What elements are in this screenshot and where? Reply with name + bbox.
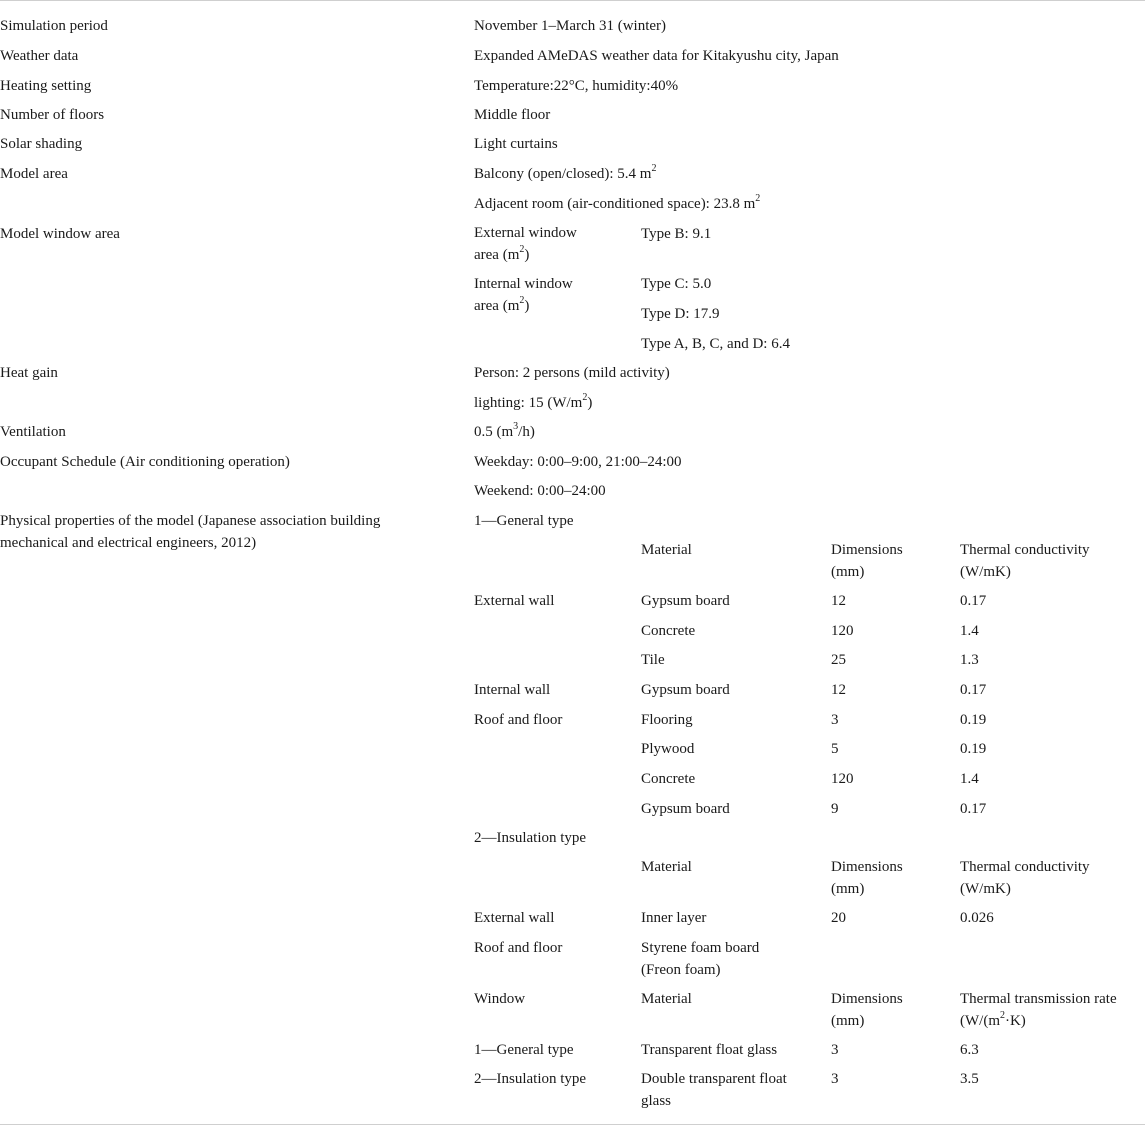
occupant-schedule-weekend: Weekend: 0:00–24:00 xyxy=(474,483,606,499)
table-top-rule xyxy=(0,0,1145,1)
window-insulation-material: Double transparent float glass xyxy=(641,1071,787,1109)
window-insulation-dimension: 3 xyxy=(831,1071,839,1087)
window-insulation-rate: 3.5 xyxy=(960,1071,979,1087)
heat-gain-label: Heat gain xyxy=(0,365,58,381)
insulation-header-conductivity: Thermal conductivity (W/mK) xyxy=(960,859,1090,897)
general-row-part: Roof and floor xyxy=(474,712,563,728)
insulation-type-title: 2—Insulation type xyxy=(474,830,587,846)
insulation-header-dimensions: Dimensions (mm) xyxy=(831,859,903,897)
physical-properties-label: Physical properties of the model (Japanese association building mechanical and electrical engineers, 2012) xyxy=(0,513,381,551)
internal-window-area-type-c: Type C: 5.0 xyxy=(641,276,712,292)
window-general-material: Transparent float glass xyxy=(641,1042,778,1058)
ventilation-label: Ventilation xyxy=(0,424,66,440)
general-row-conductivity: 0.19 xyxy=(960,741,987,757)
window-insulation-type: 2—Insulation type xyxy=(474,1071,587,1087)
general-row-conductivity: 0.17 xyxy=(960,801,987,817)
insulation-row-material: Styrene foam board (Freon foam) xyxy=(641,940,760,978)
general-row-conductivity: 1.4 xyxy=(960,623,979,639)
general-header-dimensions: Dimensions (mm) xyxy=(831,542,903,580)
general-row-conductivity: 0.19 xyxy=(960,712,987,728)
general-row-material: Gypsum board xyxy=(641,801,730,817)
general-row-material: Gypsum board xyxy=(641,593,730,609)
insulation-row-part: Roof and floor xyxy=(474,940,563,956)
occupant-schedule-weekday: Weekday: 0:00–9:00, 21:00–24:00 xyxy=(474,454,682,470)
window-general-rate: 6.3 xyxy=(960,1042,979,1058)
general-row-dimension: 12 xyxy=(831,593,846,609)
simulation-period-label: Simulation period xyxy=(0,18,108,34)
occupant-schedule-label: Occupant Schedule (Air conditioning operation) xyxy=(0,454,290,470)
window-header-material: Material xyxy=(641,991,692,1007)
ventilation-value: 0.5 $(m^3/h)$ xyxy=(474,421,535,440)
heating-setting-value: Temperature:22°C, humidity:40% xyxy=(474,78,679,94)
simulation-period-value: November 1–March 31 (winter) xyxy=(474,18,667,34)
insulation-header-material: Material xyxy=(641,859,692,875)
model-area-adjacent-room: Adjacent room (air-conditioned space): 23.8 $m^2$ xyxy=(474,193,761,212)
model-area-label: Model area xyxy=(0,166,68,182)
heating-setting-label: Heating setting xyxy=(0,78,92,94)
number-of-floors-label: Number of floors xyxy=(0,107,105,123)
solar-shading-value: Light curtains xyxy=(474,136,558,152)
model-window-area-label: Model window area xyxy=(0,226,120,242)
general-row-material: Gypsum board xyxy=(641,682,730,698)
general-type-title: 1—General type xyxy=(474,513,574,529)
general-row-dimension: 120 xyxy=(831,771,854,787)
heat-gain-person: Person: 2 persons (mild activity) xyxy=(474,365,670,381)
general-row-material: Concrete xyxy=(641,623,696,639)
window-header-transmission: Thermal transmission rate ($W/(m^2\cdot K)$ xyxy=(960,991,1117,1029)
general-row-material: Tile xyxy=(641,652,665,668)
general-row-dimension: 120 xyxy=(831,623,854,639)
table-bottom-rule xyxy=(0,1124,1145,1125)
window-general-dimension: 3 xyxy=(831,1042,839,1058)
heat-gain-lighting: lighting: 15 $(W/m^2)$ xyxy=(474,392,593,411)
general-header-material: Material xyxy=(641,542,692,558)
solar-shading-label: Solar shading xyxy=(0,136,83,152)
general-row-dimension: 5 xyxy=(831,741,839,757)
general-row-part: External wall xyxy=(474,593,555,609)
general-row-conductivity: 1.4 xyxy=(960,771,979,787)
general-row-material: Plywood xyxy=(641,741,695,757)
internal-window-area-label: Internal window area $(m^2)$ xyxy=(474,276,573,314)
general-row-conductivity: 0.17 xyxy=(960,682,987,698)
window-label: Window xyxy=(474,991,526,1007)
weather-data-value: Expanded AMeDAS weather data for Kitakyushu city, Japan xyxy=(474,48,839,64)
general-row-dimension: 25 xyxy=(831,652,846,668)
number-of-floors-value: Middle floor xyxy=(474,107,551,123)
general-row-dimension: 12 xyxy=(831,682,846,698)
insulation-row-conductivity: 0.026 xyxy=(960,910,994,926)
weather-data-label: Weather data xyxy=(0,48,79,64)
general-row-part: Internal wall xyxy=(474,682,551,698)
internal-window-area-type-d: Type D: 17.9 xyxy=(641,306,720,322)
external-window-area-value: Type B: 9.1 xyxy=(641,226,712,242)
external-window-area-label: External window area $(m^2)$ xyxy=(474,225,577,263)
general-row-dimension: 3 xyxy=(831,712,839,728)
window-general-type: 1—General type xyxy=(474,1042,574,1058)
model-area-balcony: Balcony (open/closed): 5.4 $m^2$ xyxy=(474,163,657,182)
window-header-dimensions: Dimensions (mm) xyxy=(831,991,903,1029)
general-row-conductivity: 1.3 xyxy=(960,652,979,668)
insulation-row-part: External wall xyxy=(474,910,555,926)
insulation-row-material: Inner layer xyxy=(641,910,707,926)
general-row-dimension: 9 xyxy=(831,801,839,817)
general-row-material: Flooring xyxy=(641,712,693,728)
general-header-conductivity: Thermal conductivity (W/mK) xyxy=(960,542,1090,580)
internal-window-area-type-abcd: Type A, B, C, and D: 6.4 xyxy=(641,336,790,352)
insulation-row-dimension: 20 xyxy=(831,910,846,926)
general-row-material: Concrete xyxy=(641,771,696,787)
general-row-conductivity: 0.17 xyxy=(960,593,987,609)
